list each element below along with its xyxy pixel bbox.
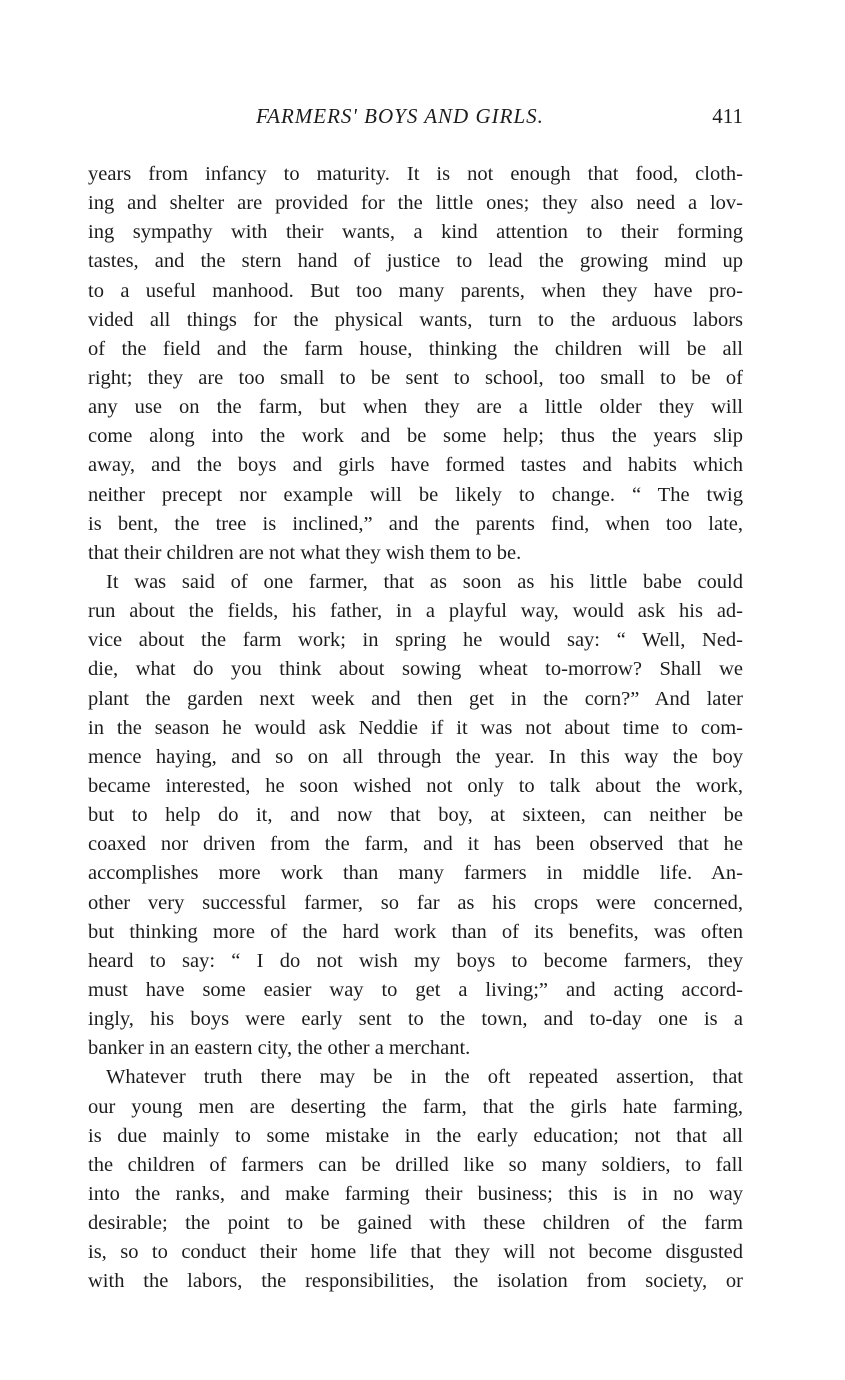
text-line: other very successful farmer, so far as his crops were concerned, [88,891,743,914]
text-line: ingly, his boys were early sent to the town, and to-day one is a [88,1008,743,1031]
text-line: come along into the work and be some help; thus the years slip [88,425,743,448]
text-line: that their children are not what they wish them to be. [88,541,522,564]
text-line: ing and shelter are provided for the little ones; they also need a lov- [88,192,743,215]
text-line: away, and the boys and girls have formed tastes and habits which [88,454,743,477]
text-line: vided all things for the physical wants, turn to the arduous labors [88,308,743,331]
text-line: neither precept nor example will be likely to change. “ The twig [88,483,743,506]
page-number: 411 [712,104,743,128]
running-head [88,104,743,138]
text-line: but thinking more of the hard work than of its benefits, was often [88,920,743,943]
text-line: vice about the farm work; in spring he would say: “ Well, Ned- [88,629,743,652]
text-line: years from infancy to maturity. It is not enough that food, cloth- [88,163,743,185]
text-line: accomplishes more work than many farmers in middle life. An- [88,862,743,885]
text-line: the children of farmers can be drilled like so many soldiers, to fall [88,1153,743,1176]
text-line: banker in an eastern city, the other a merchant. [88,1037,471,1060]
text-line: is due mainly to some mistake in the early education; not that all [88,1124,743,1147]
paragraph-2 [88,568,743,1063]
text-line: became interested, he soon wished not only to talk about the work, [88,774,743,797]
text-line: with the labors, the responsibilities, the isolation from society, or [88,1270,743,1293]
text-line: heard to say: “ I do not wish my boys to become farmers, they [88,949,743,972]
text-line: in the season he would ask Neddie if it was not about time to com- [88,716,743,739]
text-line: to a useful manhood. But too many parents, when they have pro- [88,279,743,302]
running-title: FARMERS' BOYS AND GIRLS. [256,104,544,128]
text-line: It was said of one farmer, that as soon as his little babe could [106,570,743,593]
text-line: die, what do you think about sowing wheat to-morrow? Shall we [88,658,743,681]
text-line: tastes, and the stern hand of justice to lead the growing mind up [88,250,743,273]
text-line: but to help do it, and now that boy, at sixteen, can neither be [88,804,743,827]
text-line: is bent, the tree is inclined,” and the parents find, when too late, [88,512,743,535]
text-line: mence haying, and so on all through the year. In this way the boy [88,745,743,768]
text-line: ing sympathy with their wants, a kind attention to their forming [88,221,743,244]
paragraph-3 [88,1063,743,1296]
text-line: any use on the farm, but when they are a little older they will [88,396,743,419]
body-text [88,160,743,1296]
text-line: plant the garden next week and then get in the corn?” And later [88,687,743,710]
text-line: of the field and the farm house, thinking the children will be all [88,337,743,360]
paragraph-1 [88,160,743,568]
text-line: is, so to conduct their home life that they will not become disgusted [88,1241,743,1264]
text-line: our young men are deserting the farm, that the girls hate farming, [88,1095,743,1118]
text-line: Whatever truth there may be in the oft repeated assertion, that [106,1066,743,1089]
text-line: coaxed nor driven from the farm, and it has been observed that he [88,833,743,856]
text-line: run about the fields, his father, in a playful way, would ask his ad- [88,600,743,623]
text-line: desirable; the point to be gained with these children of the farm [88,1212,743,1235]
text-line: right; they are too small to be sent to school, too small to be of [88,366,743,389]
text-line: into the ranks, and make farming their business; this is in no way [88,1182,743,1205]
text-line: must have some easier way to get a living;” and acting accord- [88,978,743,1001]
